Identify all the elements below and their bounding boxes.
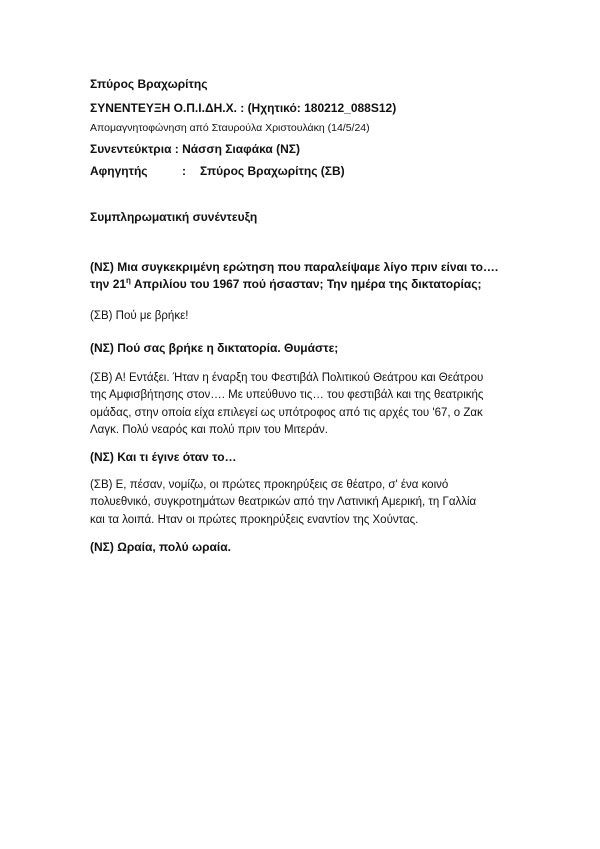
transcription-credit: Απομαγνητοφώνηση από Σταυρούλα Χριστουλάκη (14/5/24) bbox=[90, 122, 370, 134]
question-1-line-2 bbox=[90, 276, 530, 293]
answer-1: (ΣΒ) Πού με βρήκε! bbox=[90, 310, 189, 322]
question-4: (ΝΣ) Ωραία, πολύ ωραία. bbox=[90, 540, 231, 554]
interview-reference: ΣΥΝΕΝΤΕΥΞΗ Ο.Π.Ι.ΔΗ.Χ. : (Ηχητικό: 180212_088S12) bbox=[90, 101, 397, 115]
answer-3 bbox=[90, 477, 530, 530]
answer-2 bbox=[90, 370, 530, 440]
narrator-value: Σπύρος Βραχωρίτης (ΣΒ) bbox=[200, 164, 345, 178]
question-1-line-1: (ΝΣ) Μια συγκεκριμένη ερώτηση που παραλείψαμε λίγο πριν είναι το…. bbox=[90, 260, 499, 274]
answer-3-line-1: (ΣΒ) Ε, πέσαν, νομίζω, οι πρώτες προκηρύξεις σε θέατρο, σ' ένα κοινό bbox=[90, 478, 449, 491]
ordinal-superscript: η bbox=[126, 276, 131, 285]
answer-2-line-4: Λαγκ. Πολύ νεαρός και πολύ πριν του Μιτεράν. bbox=[90, 424, 328, 436]
narrator-line bbox=[90, 163, 530, 179]
narrator-label: Αφηγητής bbox=[90, 164, 148, 178]
section-title: Συμπληρωματική συνέντευξη bbox=[90, 210, 258, 224]
answer-2-line-2: της Αμφισβήτησης στον…. Με υπεύθυνο τις… του φεστιβάλ και της θεατρικής bbox=[90, 389, 484, 401]
document-content bbox=[90, 76, 530, 556]
question-3: (ΝΣ) Και τι έγινε όταν το… bbox=[90, 449, 237, 464]
question-1 bbox=[90, 259, 530, 293]
question-2: (ΝΣ) Πού σας βρήκε η δικτατορία. Θυμάστε; bbox=[90, 340, 339, 355]
interviewer-line: Συνεντεύκτρια : Νάσση Σιαφάκα (ΝΣ) bbox=[90, 142, 300, 156]
question-1-date-post: Απριλίου του 1967 πού ήσασταν; Την ημέρα της δικτατορίας; bbox=[130, 277, 482, 291]
narrator-name-title: Σπύρος Βραχωρίτης bbox=[90, 77, 208, 91]
narrator-colon: : bbox=[182, 164, 186, 178]
answer-2-line-1: (ΣΒ) Α! Εντάξει. Ήταν η έναρξη του Φεστιβάλ Πολιτικού Θεάτρου και Θεάτρου bbox=[90, 371, 484, 384]
answer-3-line-3: και τα λοιπά. Ηταν οι πρώτες προκηρύξεις εναντίον της Χούντας. bbox=[90, 513, 419, 526]
question-1-date-pre: την 21 bbox=[90, 277, 127, 291]
answer-2-line-3: ομάδας, στην οποία είχα επιλεγεί ως υπότροφος από τις αρχές του '67, ο Ζακ bbox=[90, 406, 483, 419]
answer-3-line-2: πολυεθνικό, συγκροτημάτων θεατρικών από την Λατινική Αμερική, τη Γαλλία bbox=[90, 496, 477, 508]
